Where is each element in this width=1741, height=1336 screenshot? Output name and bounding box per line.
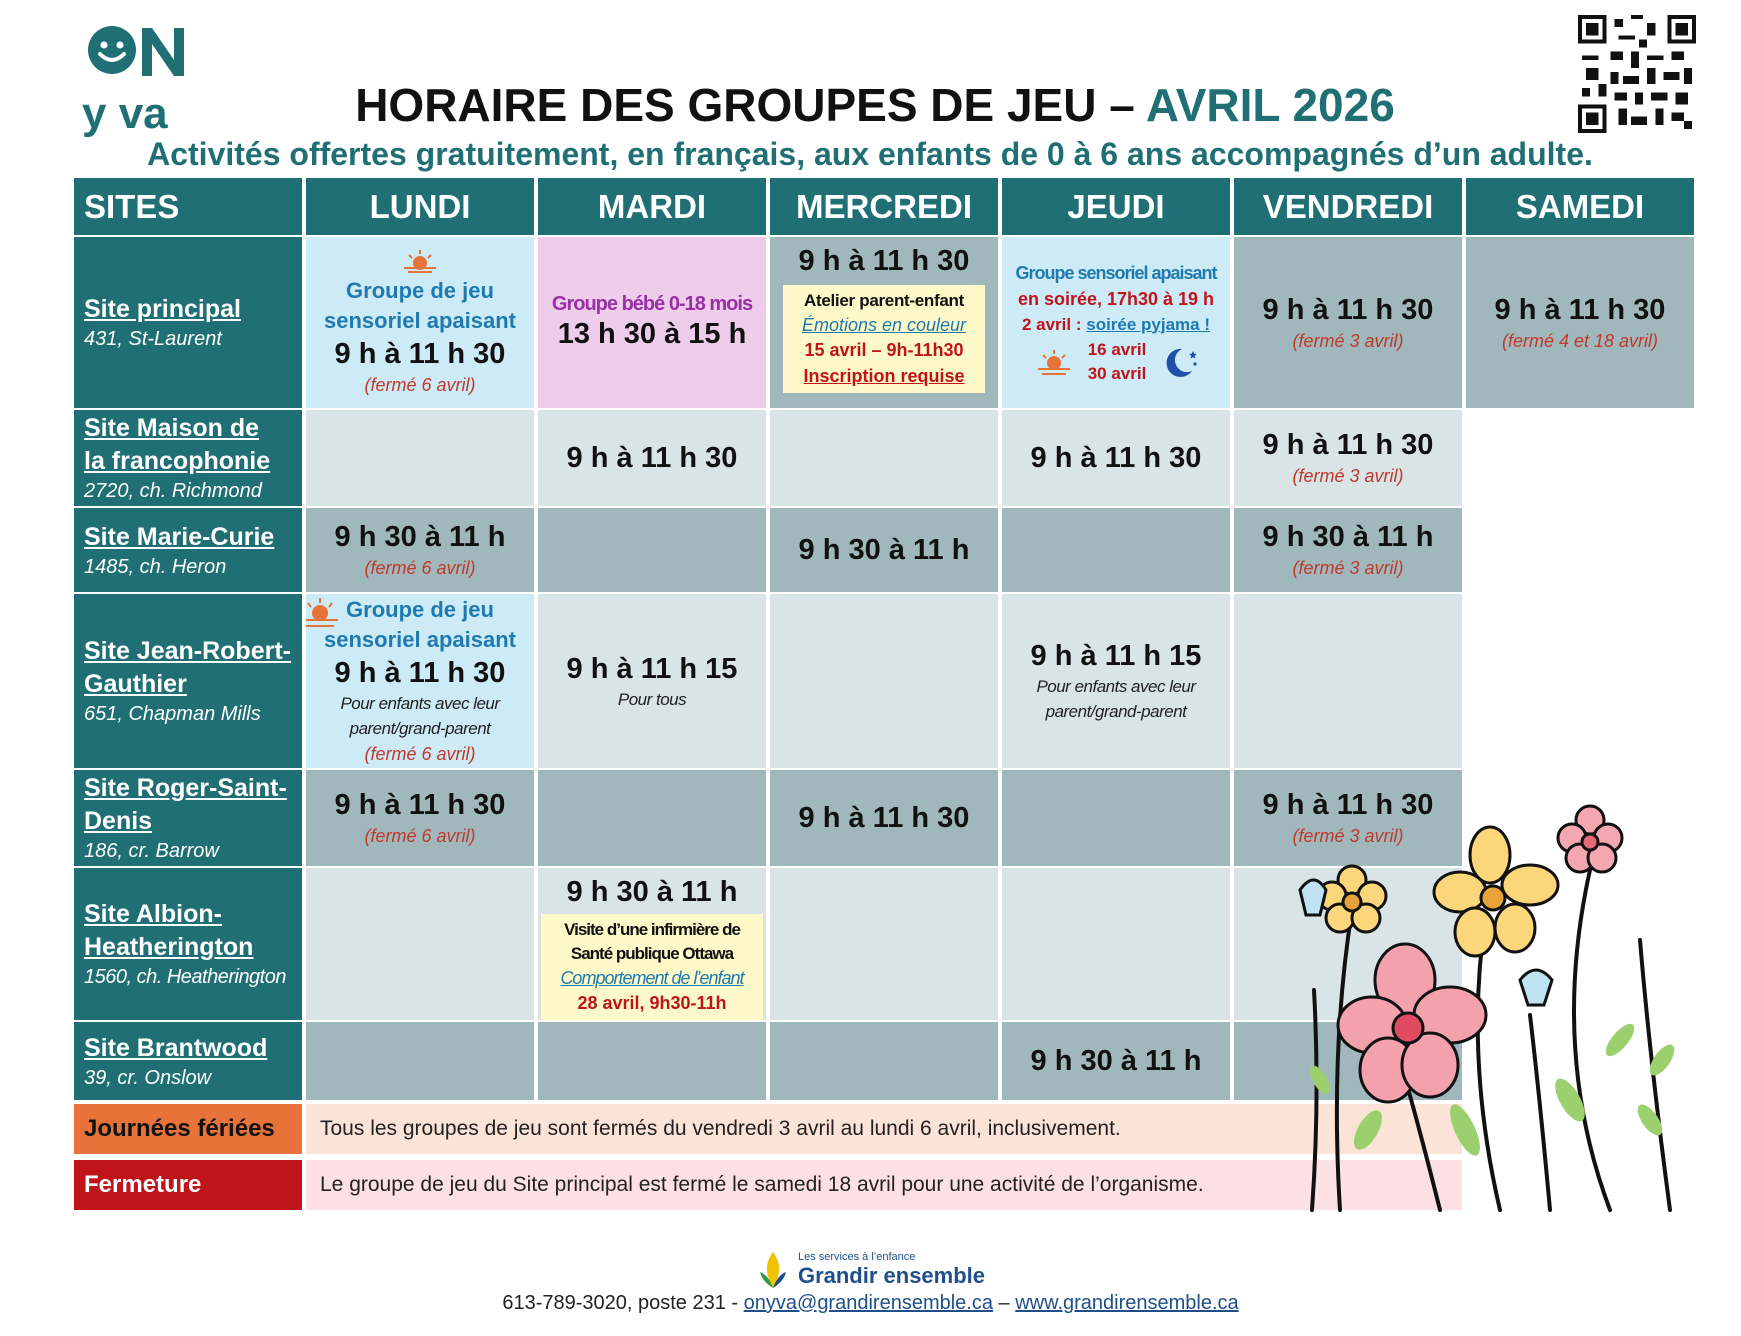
- organization-name: Grandir ensemble: [797, 1263, 986, 1288]
- website-link[interactable]: www.grandirensemble.ca: [1015, 1292, 1239, 1314]
- nurse-visit-box: [541, 914, 763, 1020]
- closure-note: (fermé 3 avril): [1292, 466, 1404, 486]
- nurse-visit-title: Visite d’une infirmière de Santé publique Ottawa: [564, 920, 740, 963]
- principal-samedi: [1466, 237, 1694, 408]
- site-name-link[interactable]: Site Brantwood: [84, 1033, 268, 1062]
- nurse-visit-link[interactable]: Comportement de l’enfant: [560, 968, 744, 988]
- pyjama-link[interactable]: soirée pyjama !: [1086, 314, 1211, 334]
- time-slot: 9 h à 11 h 30: [798, 802, 970, 834]
- logo-text: y va: [82, 89, 168, 138]
- time-slot: 9 h à 11 h 30: [1262, 789, 1434, 821]
- session-date: 16 avril: [1087, 339, 1147, 359]
- workshop-link[interactable]: Émotions en couleur: [801, 315, 967, 335]
- activity-title: Groupe sensoriel apaisant: [1015, 262, 1217, 283]
- time-slot: 9 h à 11 h 30: [1262, 429, 1434, 461]
- moon-icon: [1160, 345, 1198, 379]
- time-slot: 9 h à 11 h 15: [566, 652, 738, 685]
- closure-note: (fermé 3 avril): [1292, 826, 1404, 846]
- mariecurie-mercredi: [770, 508, 998, 592]
- title-main: HORAIRE DES GROUPES DE JEU –: [355, 79, 1146, 131]
- mariecurie-lundi: [306, 508, 534, 592]
- activity-title: Groupe de jeu sensoriel apaisant: [324, 597, 516, 652]
- time-slot: 9 h 30 à 11 h: [1262, 521, 1434, 553]
- site-address: 431, St-Laurent: [84, 328, 222, 350]
- site-address: 651, Chapman Mills: [84, 703, 261, 725]
- audience-note: Pour enfants avec leur parent/grand-parent: [1036, 677, 1196, 721]
- col-header-lundi: LUNDI: [306, 178, 534, 235]
- on-y-va-logo: [80, 20, 200, 140]
- site-marie-curie: [74, 508, 302, 592]
- time-slot: 9 h à 11 h 30: [1030, 442, 1202, 474]
- col-header-vendredi: VENDREDI: [1234, 178, 1462, 235]
- time-slot: 9 h à 11 h 30: [334, 337, 506, 370]
- closure-note: (fermé 3 avril): [1292, 330, 1404, 351]
- closure-note: (fermé 4 et 18 avril): [1501, 330, 1659, 351]
- principal-vendredi: [1234, 237, 1462, 408]
- closure-text: Le groupe de jeu du Site principal est fermé le samedi 18 avril pour une activité de l’organisme.: [306, 1160, 1462, 1210]
- jrg-jeudi: [1002, 594, 1230, 768]
- audience-note: Pour enfants avec leur parent/grand-parent: [340, 694, 500, 738]
- francophonie-mardi: [538, 410, 766, 506]
- email-link[interactable]: onyva@grandirensemble.ca: [743, 1292, 993, 1314]
- time-slot: 9 h à 11 h 30: [334, 789, 506, 821]
- site-roger-saint-denis: [74, 770, 302, 866]
- closure-note: (fermé 6 avril): [364, 744, 476, 764]
- page-subtitle: Activités offertes gratuitement, en français, aux enfants de 0 à 6 ans accompagnés d’un adulte.: [147, 136, 1593, 172]
- sunset-icon: [306, 596, 342, 630]
- site-address: 2720, ch. Richmond: [84, 480, 262, 502]
- brantwood-jeudi: [1002, 1022, 1230, 1100]
- time-slot: 9 h à 11 h 30: [566, 442, 738, 474]
- site-name-link[interactable]: Site Roger-Saint-Denis: [84, 774, 287, 835]
- site-albion-heatherington: [74, 868, 302, 1020]
- albion-mardi: [538, 868, 766, 1020]
- sunset-icon: [400, 248, 440, 276]
- time-slot: 9 h 30 à 11 h: [798, 534, 970, 566]
- francophonie-mercredi: [770, 410, 998, 506]
- site-address: 1485, ch. Heron: [84, 555, 227, 578]
- activity-title: Groupe de jeu sensoriel apaisant: [324, 277, 516, 333]
- albion-jeudi: [1002, 868, 1230, 1020]
- registration-link[interactable]: Inscription requise: [803, 366, 965, 386]
- mariecurie-mardi: [538, 508, 766, 592]
- site-name-link[interactable]: Site Jean-Robert-Gauthier: [84, 637, 291, 698]
- col-header-mercredi: MERCREDI: [770, 178, 998, 235]
- organization-logo-icon: [756, 1250, 790, 1290]
- rsd-lundi: [306, 770, 534, 866]
- site-name-link[interactable]: Site Marie-Curie: [84, 522, 275, 551]
- site-address: 1560, ch. Heatherington: [84, 966, 286, 988]
- title-month: AVRIL 2026: [1145, 79, 1395, 131]
- session-date: 30 avril: [1087, 363, 1147, 383]
- footer-brand: [0, 1250, 1741, 1295]
- jrg-mardi: [538, 594, 766, 768]
- time-slot: 9 h à 11 h 15: [1030, 640, 1202, 672]
- footer-contact: [0, 1292, 1741, 1315]
- francophonie-lundi: [306, 410, 534, 506]
- site-principal: [74, 237, 302, 408]
- site-name-link[interactable]: Site Maison de la francophonie: [84, 414, 271, 475]
- time-slot: 9 h à 11 h 30: [334, 657, 506, 689]
- rsd-mercredi: [770, 770, 998, 866]
- organization-tagline: Les services à l’enfance: [797, 1251, 916, 1263]
- albion-mercredi: [770, 868, 998, 1020]
- time-slot: 13 h 30 à 15 h: [557, 318, 747, 350]
- rsd-jeudi: [1002, 770, 1230, 866]
- evening-time: en soirée, 17h30 à 19 h: [1017, 288, 1215, 309]
- site-name-link[interactable]: Site Albion-Heatherington: [84, 900, 254, 961]
- phone-number: 613-789-3020, poste 231 -: [502, 1292, 744, 1314]
- pyjama-date: 2 avril :: [1021, 314, 1087, 334]
- time-slot: 9 h à 11 h 30: [798, 245, 970, 277]
- albion-lundi: [306, 868, 534, 1020]
- principal-jeudi: [1002, 237, 1230, 408]
- sunset-icon: [1034, 347, 1074, 377]
- workshop-date: 15 avril – 9h-11h30: [804, 340, 964, 360]
- holidays-text: Tous les groupes de jeu sont fermés du vendredi 3 avril au lundi 6 avril, inclusivement.: [306, 1104, 1462, 1154]
- time-slot: 9 h à 11 h 30: [1262, 293, 1434, 326]
- principal-mardi: [538, 237, 766, 408]
- francophonie-jeudi: [1002, 410, 1230, 506]
- site-address: 39, cr. Onslow: [84, 1066, 212, 1089]
- site-maison-francophonie: [74, 410, 302, 506]
- col-header-jeudi: JEUDI: [1002, 178, 1230, 235]
- col-header-sites: SITES: [74, 178, 302, 235]
- jrg-lundi: [306, 594, 534, 768]
- col-header-samedi: SAMEDI: [1466, 178, 1694, 235]
- mariecurie-vendredi: [1234, 508, 1462, 592]
- brantwood-mardi: [538, 1022, 766, 1100]
- francophonie-vendredi: [1234, 410, 1462, 506]
- closure-label: Fermeture: [74, 1160, 302, 1210]
- site-brantwood: [74, 1022, 302, 1100]
- time-slot: 9 h à 11 h 30: [1494, 293, 1666, 326]
- mariecurie-jeudi: [1002, 508, 1230, 592]
- separator: –: [992, 1292, 1016, 1314]
- holidays-label: Journées fériées: [74, 1104, 302, 1154]
- closure-note: (fermé 6 avril): [364, 826, 476, 846]
- time-slot: 9 h 30 à 11 h: [566, 876, 738, 908]
- site-address: 186, cr. Barrow: [84, 840, 219, 862]
- principal-mercredi: [770, 237, 998, 408]
- time-slot: 9 h 30 à 11 h: [334, 521, 506, 553]
- rsd-mardi: [538, 770, 766, 866]
- nurse-visit-date: 28 avril, 9h30-11h: [577, 993, 727, 1013]
- audience-note: Pour tous: [617, 689, 687, 709]
- brantwood-lundi: [306, 1022, 534, 1100]
- qr-code[interactable]: [1578, 15, 1696, 133]
- activity-title: Groupe bébé 0-18 mois: [551, 293, 753, 315]
- principal-lundi: [306, 237, 534, 408]
- col-header-mardi: MARDI: [538, 178, 766, 235]
- closure-note: (fermé 3 avril): [1292, 558, 1404, 578]
- workshop-box: [783, 285, 985, 393]
- closure-note: (fermé 6 avril): [364, 558, 476, 578]
- page-title: [290, 78, 1460, 132]
- closure-note: (fermé 6 avril): [364, 374, 476, 395]
- site-name-link[interactable]: Site principal: [84, 295, 241, 323]
- site-jean-robert-gauthier: [74, 594, 302, 768]
- flowers-illustration: [1290, 800, 1710, 1220]
- jrg-vendredi: [1234, 594, 1462, 768]
- jrg-mercredi: [770, 594, 998, 768]
- brantwood-mercredi: [770, 1022, 998, 1100]
- workshop-title: Atelier parent-enfant: [804, 291, 964, 310]
- time-slot: 9 h 30 à 11 h: [1030, 1045, 1202, 1077]
